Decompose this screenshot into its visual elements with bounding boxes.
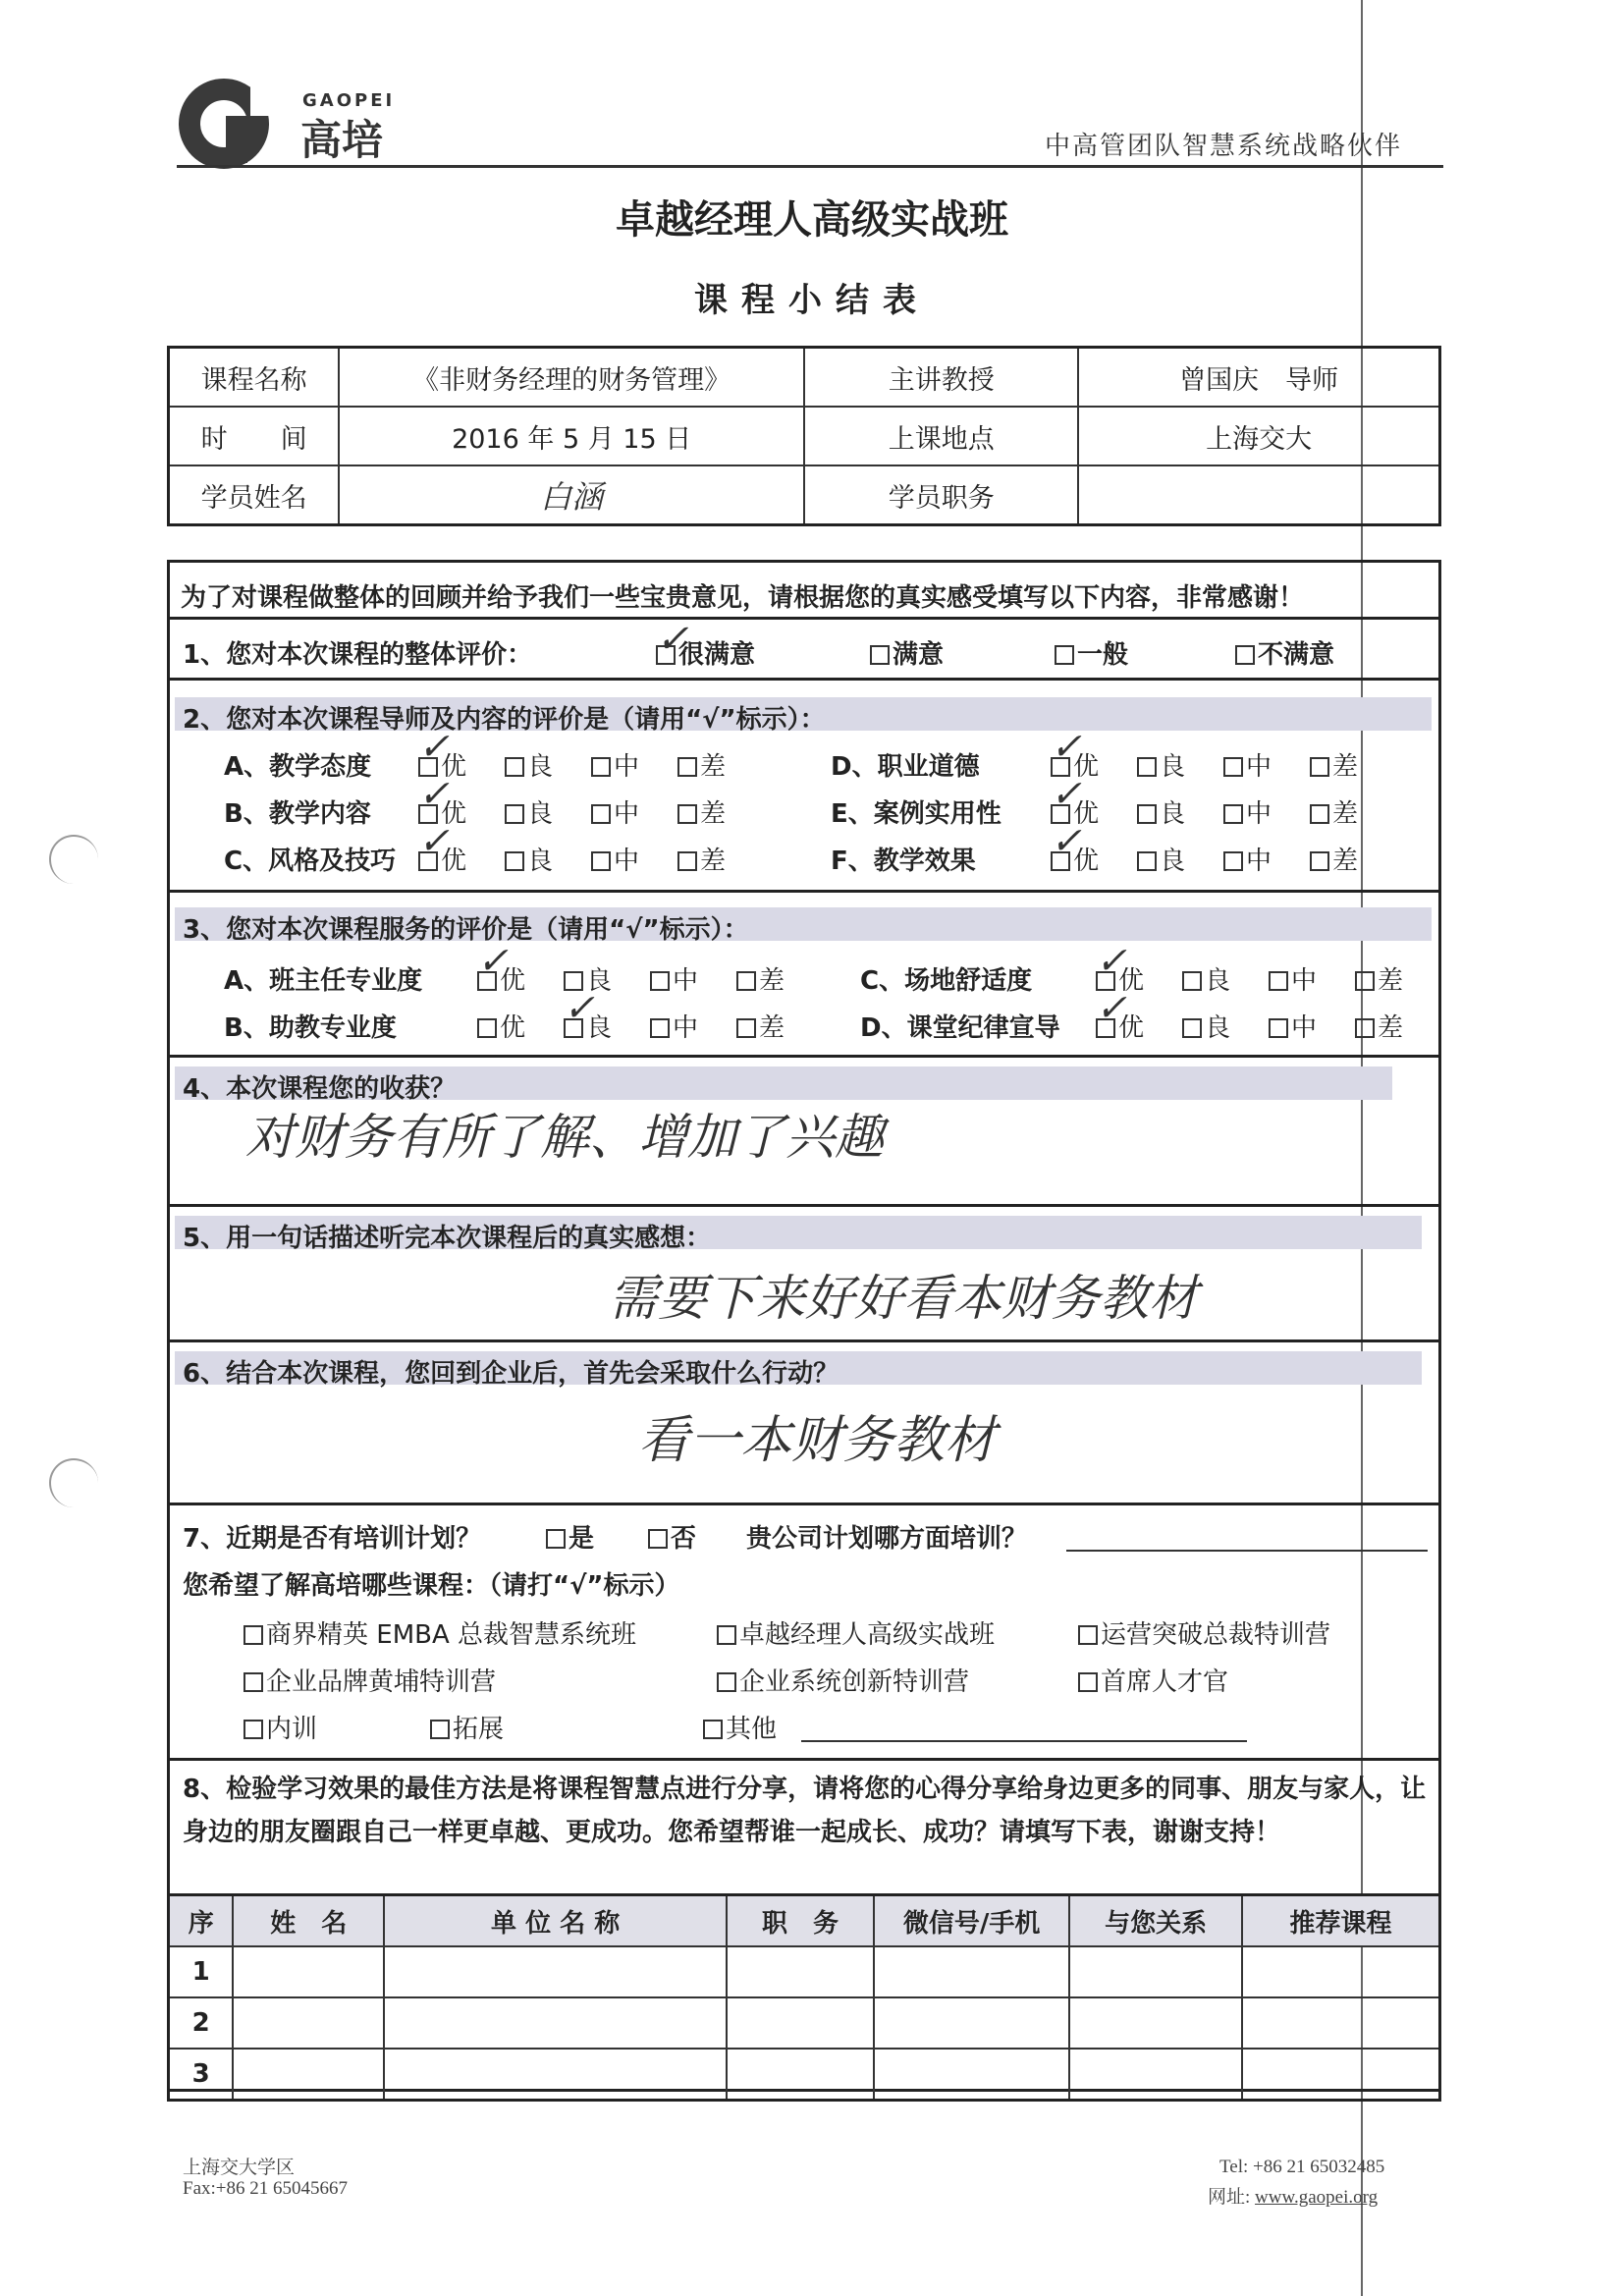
q2-right-grade-option[interactable] <box>1310 841 1358 877</box>
rec-input-cell[interactable] <box>1242 1946 1440 1997</box>
q3-right-grade-option[interactable] <box>1182 1008 1230 1044</box>
rec-input-cell[interactable] <box>874 1946 1070 1997</box>
grade-label: 优 <box>1073 799 1100 829</box>
course-option-brand[interactable]: 企业品牌黄埔特训营 <box>244 1662 496 1698</box>
checkbox-icon[interactable] <box>703 1720 723 1739</box>
q2-right-grade-option[interactable] <box>1137 746 1185 783</box>
check-mark-icon: ✓ <box>418 725 450 768</box>
checkbox-icon[interactable] <box>1182 971 1202 991</box>
grade-label: 差 <box>1332 847 1359 876</box>
grade-label: 优 <box>1073 752 1100 782</box>
q7-label: 7、近期是否有培训计划？ <box>183 1524 482 1554</box>
student-name-handwritten: 白涵 <box>540 478 604 516</box>
q2-right-criterion: D、职业道德 <box>831 752 980 782</box>
q2-right-grade-option[interactable] <box>1223 841 1272 877</box>
logo-brand: GAOPEI <box>302 90 396 111</box>
q2-right-grade-option[interactable] <box>1137 793 1185 830</box>
rec-input-cell[interactable] <box>384 1997 727 2049</box>
grade-label: 优 <box>500 966 526 996</box>
page-title: 卓越经理人高级实战班 <box>616 197 1008 243</box>
divider <box>167 617 1441 620</box>
header-divider <box>177 165 1443 168</box>
checkbox-icon[interactable] <box>591 804 611 824</box>
q1-option-satisfied[interactable]: 满意 <box>870 634 944 671</box>
q3-right-grade-option[interactable] <box>1182 960 1230 997</box>
checkbox-icon[interactable] <box>1235 645 1255 665</box>
checkbox-icon[interactable] <box>717 1672 736 1692</box>
q2-left-grade-option[interactable] <box>591 841 639 877</box>
q7-yes[interactable]: 是 <box>546 1518 594 1555</box>
logo-name: 高培 <box>300 116 384 164</box>
check-mark-icon: ✓ <box>1096 986 1127 1029</box>
course-option-cto[interactable]: 首席人才官 <box>1078 1662 1228 1698</box>
student-name-field[interactable] <box>339 465 804 525</box>
logo-g-icon <box>250 79 280 116</box>
q7-which-label: 贵公司计划哪方面培训？ <box>746 1524 1028 1554</box>
q6-answer-handwritten[interactable]: 看一本财务教材 <box>638 1411 997 1470</box>
checkbox-icon[interactable] <box>591 851 611 871</box>
recommendation-table <box>167 1893 1441 2102</box>
q2-right-grade-option[interactable] <box>1310 746 1358 783</box>
checkbox-icon[interactable] <box>1310 757 1329 777</box>
q3-left-criterion: B、助教专业度 <box>224 1013 397 1043</box>
divider <box>167 1758 1441 1761</box>
q3-left-grade-option[interactable] <box>650 960 698 997</box>
q3-left-grade-option[interactable] <box>477 1008 525 1044</box>
grade-label: 优 <box>500 1013 526 1043</box>
professor-value: 曾国庆 导师 <box>1078 348 1439 408</box>
punch-hole <box>49 835 98 884</box>
location-label: 上课地点 <box>804 407 1078 465</box>
check-mark-icon: ✓ <box>1051 772 1082 815</box>
q2-left-grade-option[interactable] <box>505 746 553 783</box>
q3-right-criterion: D、课堂纪律宣导 <box>860 1013 1060 1043</box>
rec-input-cell[interactable] <box>384 1946 727 1997</box>
checkbox-icon[interactable] <box>717 1625 736 1645</box>
rec-input-cell[interactable] <box>1069 1997 1242 2049</box>
table-row <box>169 2049 1440 2101</box>
rec-input-cell[interactable] <box>727 1997 874 2049</box>
grade-label: 优 <box>1073 847 1100 876</box>
q2-right-criterion: E、案例实用性 <box>831 799 1001 829</box>
grade-label: 良 <box>586 966 613 996</box>
checkbox-icon[interactable] <box>1223 851 1243 871</box>
rec-header-cell: 推荐课程 <box>1242 1895 1440 1947</box>
grade-label: 良 <box>586 1013 613 1043</box>
grade-label: 中 <box>673 1013 699 1043</box>
q8-text: 8、检验学习效果的最佳方法是将课程智慧点进行分享，请将您的心得分享给身边更多的同事、朋友与家人，让身边的朋友圈跟自己一样更卓越、更成功。您希望帮谁一起成长、成功？请填写下表，谢谢支持！ <box>183 1775 1427 1847</box>
checkbox-icon[interactable] <box>505 757 524 777</box>
q2-left-grade-option[interactable] <box>591 793 639 830</box>
checkbox-icon[interactable] <box>1055 645 1074 665</box>
course-value: 《非财务经理的财务管理》 <box>339 348 804 408</box>
grade-label: 良 <box>1160 752 1186 782</box>
course-label: 课程名称 <box>169 348 340 408</box>
grade-label: 良 <box>527 752 554 782</box>
check-mark-icon: ✓ <box>1096 939 1127 982</box>
footer-web <box>1208 2182 1378 2209</box>
check-mark-icon: ✓ <box>656 617 689 662</box>
rec-input-cell[interactable] <box>384 2049 727 2101</box>
q1-option-very-satisfied[interactable]: 很满意 <box>656 634 755 671</box>
q2-left-grade-option[interactable] <box>677 746 726 783</box>
grade-label: 差 <box>700 752 727 782</box>
grade-label: 差 <box>1378 1013 1404 1043</box>
other-field[interactable] <box>801 1740 1247 1742</box>
q5-answer-handwritten[interactable]: 需要下来好好看本财务教材 <box>609 1270 1198 1327</box>
checkbox-icon[interactable] <box>244 1625 263 1645</box>
time-label: 时 间 <box>169 407 340 465</box>
position-field[interactable] <box>1078 465 1439 525</box>
professor-label: 主讲教授 <box>804 348 1078 408</box>
checkbox-icon[interactable] <box>1269 971 1288 991</box>
q2-right-grade-option[interactable] <box>1137 841 1185 877</box>
grade-label: 优 <box>441 847 467 876</box>
checkbox-icon[interactable] <box>1137 851 1157 871</box>
checkbox-icon[interactable] <box>244 1720 263 1739</box>
table-row <box>169 1997 1440 2049</box>
rec-input-cell[interactable] <box>233 1946 384 1997</box>
rec-header-cell: 序 <box>169 1895 234 1947</box>
grade-label: 差 <box>1332 799 1359 829</box>
row-number: 3 <box>169 2049 234 2101</box>
checkbox-icon[interactable] <box>1223 804 1243 824</box>
checkbox-icon[interactable] <box>648 1529 668 1549</box>
checkbox-icon[interactable] <box>677 851 697 871</box>
checkbox-icon[interactable] <box>1223 757 1243 777</box>
grade-label: 中 <box>614 847 640 876</box>
checkbox-icon[interactable] <box>505 851 524 871</box>
q7-no[interactable]: 否 <box>648 1518 696 1555</box>
q2-left-criterion: A、教学态度 <box>224 752 372 782</box>
footer-tel: Tel: +86 21 65032485 <box>1219 2157 1385 2177</box>
check-mark-icon: ✓ <box>477 939 509 982</box>
logo-g-icon <box>226 116 247 163</box>
page-subtitle: 课程小结表 <box>694 281 930 320</box>
checkbox-icon[interactable] <box>870 645 890 665</box>
checkbox-icon[interactable] <box>244 1672 263 1692</box>
rec-input-cell[interactable] <box>727 1946 874 1997</box>
rec-input-cell[interactable] <box>1069 1946 1242 1997</box>
q3-right-grade-option[interactable] <box>1269 1008 1317 1044</box>
grade-label: 优 <box>1118 1013 1145 1043</box>
course-option-outreach[interactable]: 拓展 <box>430 1709 504 1745</box>
course-option-internal[interactable]: 内训 <box>244 1709 317 1745</box>
footer-web-link[interactable]: www.gaopei.org <box>1255 2187 1379 2208</box>
rec-header-cell: 职 务 <box>727 1895 874 1947</box>
course-option-other[interactable]: 其他 <box>703 1709 777 1745</box>
grade-label: 良 <box>527 799 554 829</box>
grade-label: 中 <box>1246 847 1272 876</box>
q2-left-grade-option[interactable] <box>505 793 553 830</box>
grade-label: 差 <box>759 1013 785 1043</box>
divider <box>167 1055 1441 1058</box>
course-option-emba[interactable]: 商界精英 EMBA 总裁智慧系统班 <box>244 1614 636 1651</box>
q2-right-grade-option[interactable] <box>1310 793 1358 830</box>
grade-label: 中 <box>1246 752 1272 782</box>
q2-label: 2、您对本次课程导师及内容的评价是（请用“√”标示）： <box>183 705 826 735</box>
course-option-innovation[interactable]: 企业系统创新特训营 <box>717 1662 969 1698</box>
q5-label: 5、用一句话描述听完本次课程后的真实感想： <box>183 1224 712 1253</box>
check-mark-icon: ✓ <box>418 772 450 815</box>
grade-label: 优 <box>441 752 467 782</box>
checkbox-icon[interactable] <box>477 1018 497 1038</box>
checkbox-icon[interactable] <box>736 1018 756 1038</box>
rec-input-cell[interactable] <box>1242 1997 1440 2049</box>
divider <box>167 1503 1441 1505</box>
q2-right-criterion: F、教学效果 <box>831 847 976 876</box>
checkbox-icon[interactable] <box>1137 757 1157 777</box>
checkbox-icon[interactable] <box>1182 1018 1202 1038</box>
grade-label: 中 <box>1246 799 1272 829</box>
location-value: 上海交大 <box>1078 407 1439 465</box>
rec-header-cell: 微信号/手机 <box>874 1895 1070 1947</box>
checkbox-icon[interactable] <box>1355 971 1375 991</box>
rec-input-cell[interactable] <box>1242 2049 1440 2101</box>
rec-input-cell[interactable] <box>874 2049 1070 2101</box>
q2-left-criterion: B、教学内容 <box>224 799 371 829</box>
checkbox-icon[interactable] <box>1310 804 1329 824</box>
grade-label: 良 <box>1160 847 1186 876</box>
footer-address: 上海交大学区 <box>183 2158 296 2178</box>
q3-right-criterion: C、场地舒适度 <box>860 966 1033 996</box>
rec-input-cell[interactable] <box>874 1997 1070 2049</box>
q7-courses-label: 您希望了解高培哪些课程：（请打“√”标示） <box>183 1571 680 1601</box>
survey-intro: 为了对课程做整体的回顾并给予我们一些宝贵意见，请根据您的真实感受填写以下内容，非常感谢！ <box>181 583 1305 613</box>
checkbox-icon[interactable] <box>1269 1018 1288 1038</box>
grade-label: 中 <box>1291 1013 1318 1043</box>
punch-hole <box>49 1458 98 1507</box>
tagline: 中高管团队智慧系统战略伙伴 <box>1045 132 1403 161</box>
course-option-manager[interactable]: 卓越经理人高级实战班 <box>717 1614 995 1651</box>
q3-left-criterion: A、班主任专业度 <box>224 966 423 996</box>
q2-left-criterion: C、风格及技巧 <box>224 847 397 876</box>
divider <box>167 1339 1441 1342</box>
rec-header-cell: 与您关系 <box>1069 1895 1242 1947</box>
q2-right-grade-option[interactable] <box>1223 793 1272 830</box>
checkbox-icon[interactable] <box>1355 1018 1375 1038</box>
q6-label: 6、结合本次课程，您回到企业后，首先会采取什么行动？ <box>183 1359 839 1389</box>
grade-label: 中 <box>614 799 640 829</box>
grade-label: 优 <box>441 799 467 829</box>
divider <box>167 890 1441 893</box>
q4-label: 4、本次课程您的收获？ <box>183 1074 457 1104</box>
q3-left-grade-option[interactable] <box>736 960 785 997</box>
footer-web-label: 网址: <box>1208 2187 1251 2208</box>
checkbox-icon[interactable] <box>1137 804 1157 824</box>
table-row <box>169 1946 1440 1997</box>
q3-right-grade-option[interactable] <box>1269 960 1317 997</box>
check-mark-icon: ✓ <box>418 819 450 862</box>
checkbox-icon[interactable] <box>677 804 697 824</box>
q2-left-grade-option[interactable] <box>677 841 726 877</box>
rec-input-cell[interactable] <box>1069 2049 1242 2101</box>
checkbox-icon[interactable] <box>505 804 524 824</box>
checkbox-icon[interactable] <box>1078 1672 1098 1692</box>
q1-option-average[interactable]: 一般 <box>1055 634 1128 671</box>
checkbox-icon[interactable] <box>650 1018 670 1038</box>
grade-label: 优 <box>1118 966 1145 996</box>
row-number: 2 <box>169 1997 234 2049</box>
rec-input-cell[interactable] <box>233 1997 384 2049</box>
check-mark-icon: ✓ <box>1051 819 1082 862</box>
q7-which-field[interactable] <box>1066 1550 1428 1552</box>
checkbox-icon[interactable] <box>546 1529 566 1549</box>
grade-label: 良 <box>1205 966 1231 996</box>
divider <box>167 678 1441 681</box>
divider <box>167 1204 1441 1207</box>
checkbox-icon[interactable] <box>677 757 697 777</box>
grade-label: 良 <box>527 847 554 876</box>
rec-header-cell: 姓 名 <box>233 1895 384 1947</box>
grade-label: 差 <box>700 847 727 876</box>
grade-label: 中 <box>1291 966 1318 996</box>
rec-header-cell: 单 位 名 称 <box>384 1895 727 1947</box>
footer-fax: Fax:+86 21 65045667 <box>183 2178 348 2199</box>
q3-left-grade-option[interactable] <box>736 1008 785 1044</box>
rec-input-cell[interactable] <box>233 2049 384 2101</box>
grade-label: 差 <box>1332 752 1359 782</box>
course-option-operations[interactable]: 运营突破总裁特训营 <box>1078 1614 1330 1651</box>
row-number: 1 <box>169 1946 234 1997</box>
q2-left-grade-option[interactable] <box>505 841 553 877</box>
check-mark-icon: ✓ <box>564 986 595 1029</box>
student-label: 学员姓名 <box>169 465 340 525</box>
checkbox-icon[interactable] <box>1078 1625 1098 1645</box>
q3-right-grade-option[interactable] <box>1355 960 1403 997</box>
checkbox-icon[interactable] <box>650 971 670 991</box>
q3-left-grade-option[interactable] <box>650 1008 698 1044</box>
q4-answer-handwritten[interactable]: 对财务有所了解、增加了兴趣 <box>245 1109 884 1166</box>
checkbox-icon[interactable] <box>1310 851 1329 871</box>
grade-label: 中 <box>614 752 640 782</box>
grade-label: 良 <box>1160 799 1186 829</box>
q2-left-grade-option[interactable] <box>677 793 726 830</box>
grade-label: 良 <box>1205 1013 1231 1043</box>
grade-label: 中 <box>673 966 699 996</box>
time-value: 2016 年 5 月 15 日 <box>339 407 804 465</box>
checkbox-icon[interactable] <box>591 757 611 777</box>
q2-left-grade-option[interactable] <box>591 746 639 783</box>
q3-label: 3、您对本次课程服务的评价是（请用“√”标示）： <box>183 915 749 945</box>
q2-right-grade-option[interactable] <box>1223 746 1272 783</box>
checkbox-icon[interactable] <box>430 1720 450 1739</box>
grade-label: 差 <box>1378 966 1404 996</box>
grade-label: 差 <box>759 966 785 996</box>
check-mark-icon: ✓ <box>1051 725 1082 768</box>
rec-input-cell[interactable] <box>727 2049 874 2101</box>
q1-option-unsatisfied[interactable]: 不满意 <box>1235 634 1334 671</box>
checkbox-icon[interactable] <box>736 971 756 991</box>
q1-label: 1、您对本次课程的整体评价： <box>183 640 533 670</box>
course-info-table <box>167 346 1441 526</box>
position-label: 学员职务 <box>804 465 1078 525</box>
q3-right-grade-option[interactable] <box>1355 1008 1403 1044</box>
grade-label: 差 <box>700 799 727 829</box>
